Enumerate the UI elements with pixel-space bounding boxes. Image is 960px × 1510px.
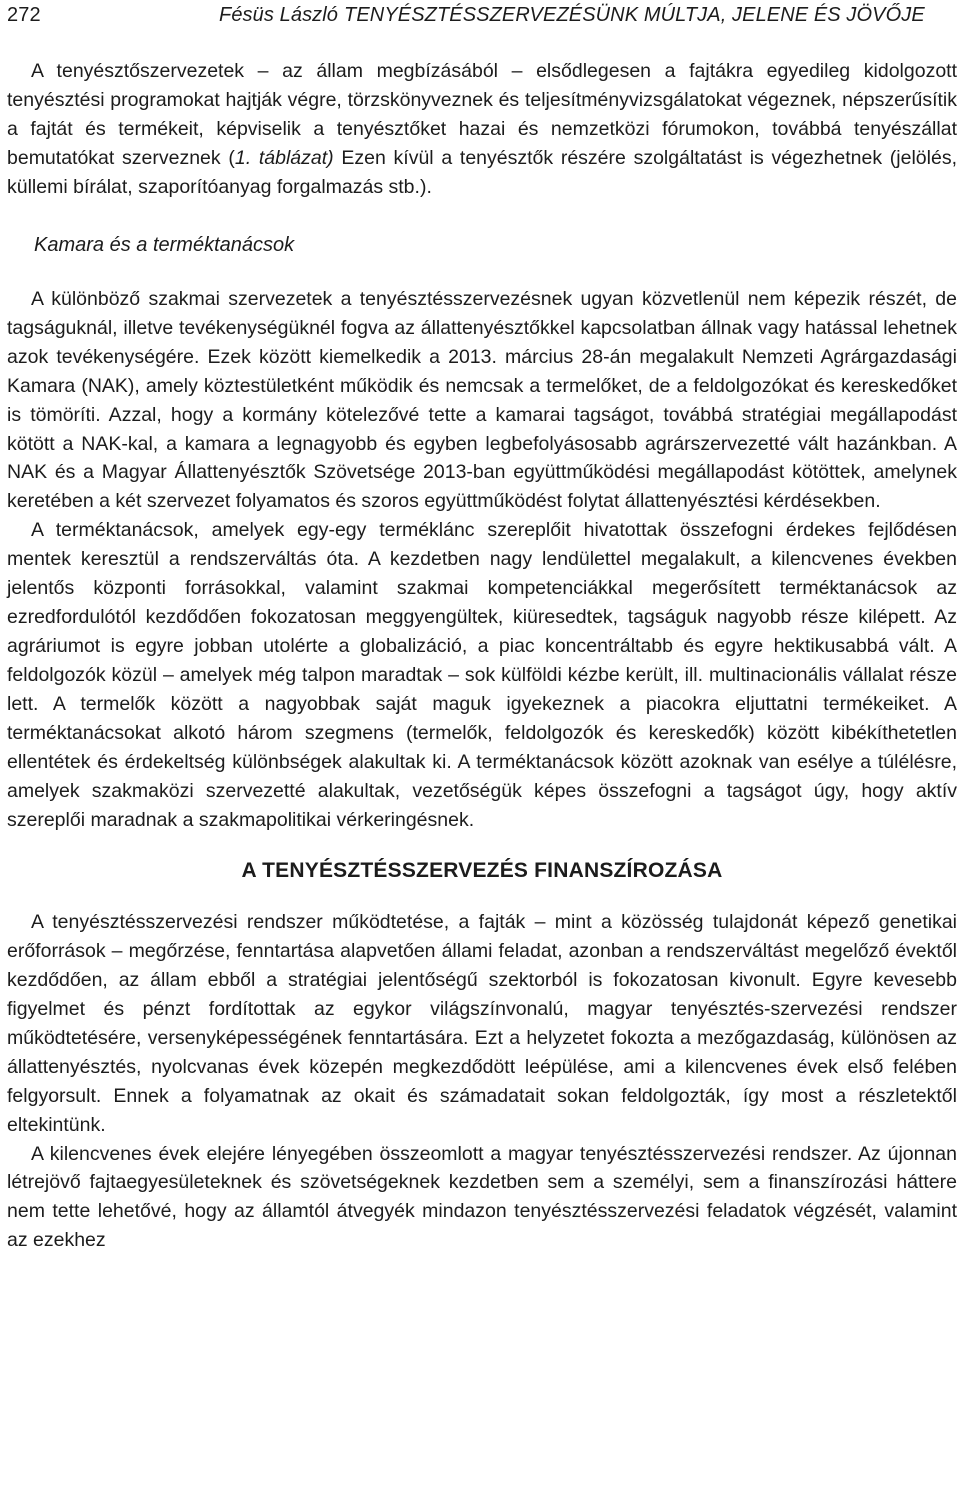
subsection-heading: Kamara és a terméktanácsok <box>34 233 295 256</box>
subsection-paragraph: A különböző szakmai szervezetek a tenyésztésszervezésnek ugyan közvetlenül nem képezik részét, de tagságuknál, illetve tevékenységüknél fogva az állattenyésztőkkel kapcsolatban állnak vagy hatással lehetnek azok tevékenységére. Ezek között kiemelkedik a 2013. március 28-án megalakult Nemzeti Agrárgazdasági Kamara (NAK), amely köztestületként működik és nemcsak a termelőket, de a feldolgozókat és kereskedőket is tömöríti. Azzal, hogy a kormány kötelezővé tette a kamarai tagságot, továbbá stratégiai megállapodást kötött a NAK-kal, a kamara a legnagyobb és egyben legbefolyásosabb agrárszervezetté vált hazánkban. A NAK és a Magyar Állattenyésztők Szövetsége 2013-ban együttműködési megállapodást kötöttek, amelynek keretében a két szervezet folyamatos és szoros együttműködést folytat állattenyésztési kérdésekben. <box>7 287 957 513</box>
section-paragraph: A kilencvenes évek elejére lényegében összeomlott a magyar tenyésztésszervezési rendszer. Az újonnan létrejövő fajtaegyesületeknek és szövetségeknek kezdetben sem a személyi, sem a finanszírozási háttere nem tette lehetővé, hogy az államtól átvegyék mindazon tenyésztésszervezési feladatok végzését, valamint az ezekhez <box>7 1142 957 1252</box>
subsection-paragraph: A terméktanácsok, amelyek egy-egy terméklánc szereplőit hivatottak összefogni érdekes fejlődésen mentek keresztül a rendszerváltás óta. A kezdetben nagy lendülettel megalakult, a kilencvenes években jelentős központi forrásokkal, valamint szakmai kompetenciákkal megerősített terméktanácsok az ezredfordulótól kezdődően fokozatosan meggyengültek, kiüresedtek, tagságuk nagyobb része kilépett. Az agráriumot is egyre jobban utolérte a globalizáció, a piac koncentráltabb és egyre hektikusabbá vált. A feldolgozók közül – amelyek még talpon maradtak – sok külföldi kézbe került, ill. multinacionális vállalat része lett. A termelők között a nagyobbak saját maguk igyekeznek a piacokra eljuttatni termékeiket. A terméktanácsokat alkotó három szegmens (termelők, feldolgozók és kereskedők) között kibékíthetetlen ellentétek és érdekeltség különbségek alakultak ki. A terméktanácsok között azoknak van esélye a túlélésre, amelyek szakmaközi szervezetté alakultak, vezetőségük képes összefogni a tagságot úgy, hogy aktív szereplői maradnak a szakmapolitikai vérkeringésnek. <box>7 519 957 831</box>
header-title: TENYÉSZTÉSSZERVEZÉSÜNK MÚLTJA, JELENE ÉS JÖVŐJE <box>344 4 925 26</box>
intro-text-before: A tenyésztőszervezetek – az állam megbízásából – elsődlegesen a fajtákra egyedileg kidolgozott tenyésztési programokat hajtják végre, törzskönyveznek és teljesítményvizsgálatokat végeznek, népszerűsítik a fajtát és termékeit, képviselik a tenyésztőket hazai és nemzetközi fórumokon, továbbá tenyészállat bemutatókat szerveznek ( <box>7 60 957 169</box>
intro-paragraph <box>7 57 957 202</box>
table-reference: 1. táblázat) <box>234 146 334 169</box>
section-paragraph: A tenyésztésszervezési rendszer működtetése, a fajták – mint a közösség tulajdonát képező genetikai erőforrások – megőrzése, fenntartása alapvetően állami feladat, azonban a rendszerváltást megelőző évektől kezdődően, az állam ebből a stratégiai jelentőségű szektorból is fokozatosan kivonult. Egyre kevesebb figyelmet és pénzt fordítottak az egykor világszínvonalú, magyar tenyésztés-szervezési rendszer működtetésére, versenyképességének fenntartására. Ezt a helyzetet fokozta a mezőgazdaság, különösen az állattenyésztés, nyolcvanas évek közepén megkezdődött leépülése, ami a kilencvenes évek első felében felgyorsult. Ennek a folyamatnak az okait és számadatait sokan feldolgozták, így most a részletektől eltekintünk. <box>7 910 957 1136</box>
section-heading: A TENYÉSZTÉSSZERVEZÉS FINANSZÍROZÁSA <box>241 858 723 882</box>
running-header <box>7 0 957 40</box>
page-number: 272 <box>7 4 41 26</box>
intro-text-after: Ezen kívül a tenyésztők részére szolgáltatást is végezhetnek (jelölés, küllemi bírálat, szaporítóanyag forgalmazás stb.). <box>7 146 957 198</box>
header-author: Fésüs László <box>219 4 339 26</box>
